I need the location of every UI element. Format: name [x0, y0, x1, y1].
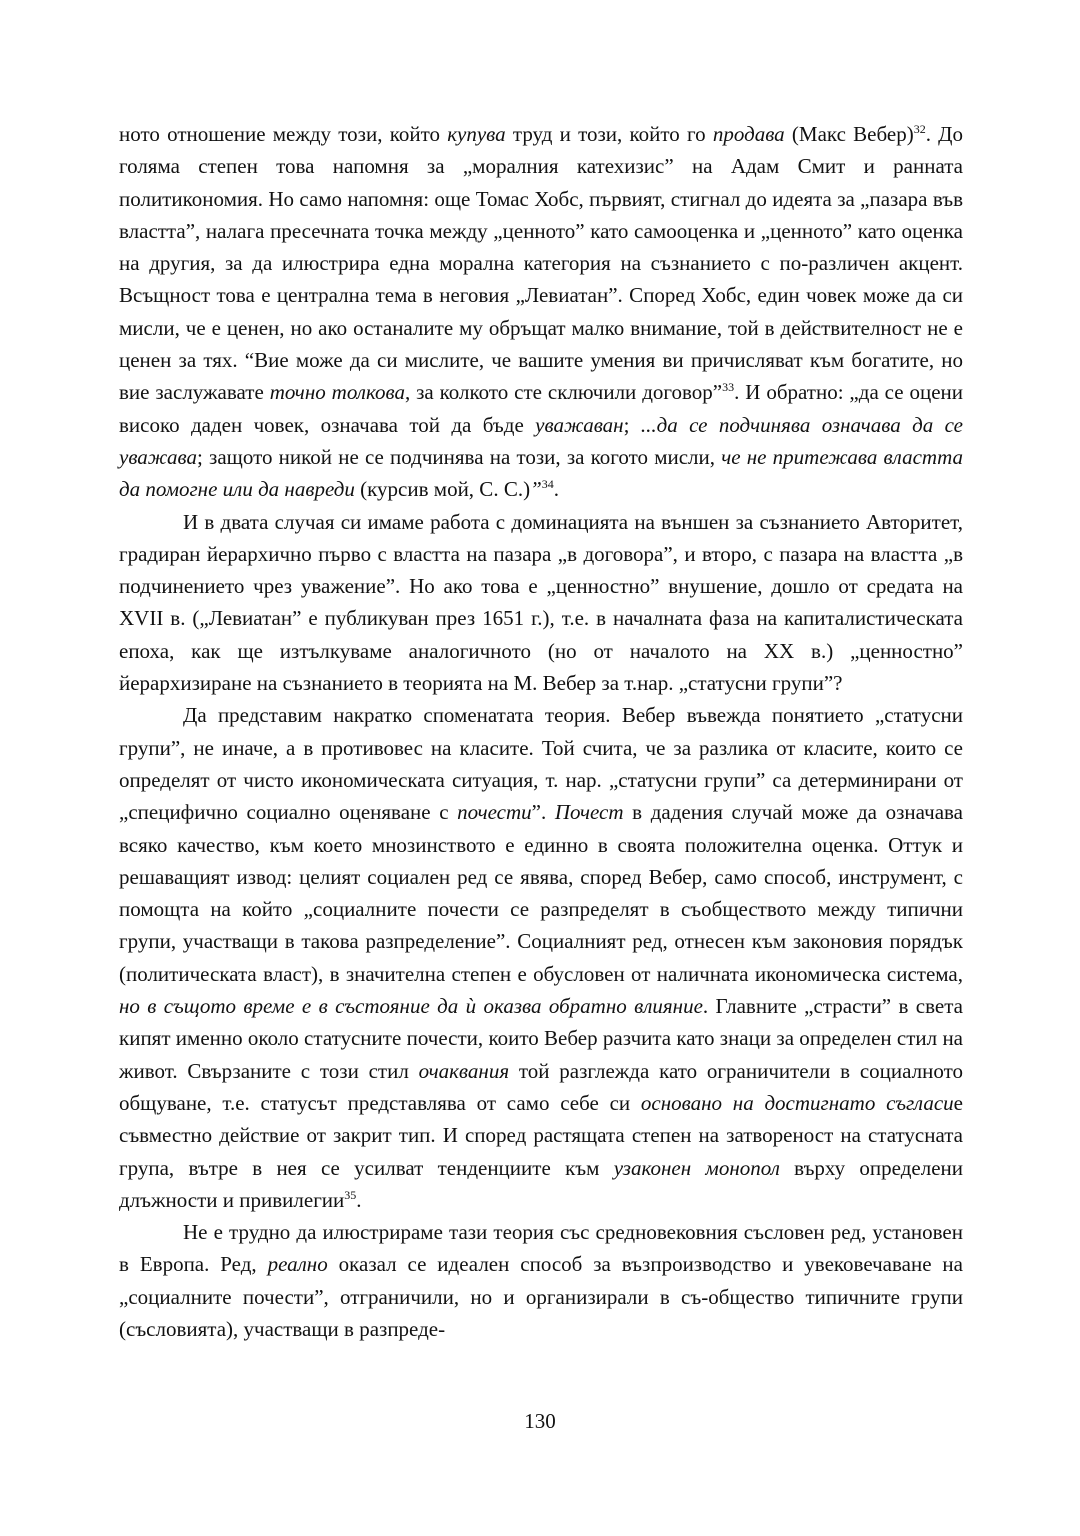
body-text: ното отношение между този, който	[119, 122, 448, 146]
body-text: Да представим накратко споменатата теория. Вебер въвежда понятието „статусни групи”, не иначе, а в противовес на класите. Той счита, че за разлика от класите, които се определят от чисто икономическата ситуация, т. нар. „статусни групи” са детерминирани от „специфично социално оценяване с	[119, 703, 963, 825]
footnote-ref: 35	[344, 1187, 357, 1202]
body-text: Не е трудно да илюстрираме тази теория със средновековния съсловен ред, установен в Европа. Ред,	[119, 1220, 963, 1277]
body-text: ;	[623, 412, 641, 437]
body-text: И в двата случая си имаме работа с доминацията на външен за съзнанието Авторитет, градиран йерархично първо с властта на пазара „в договора”, и второ, с пазара на властта „в подчинението чрез уважение”. Но ако това е „ценностно” внушение, дошло от средата на XVII в. („Левиатан” е публикуван през 1651 г.), т.е. в началната фаза на капиталистическата епоха, как ще изтълкуваме аналогичното (но от началото на XX в.) „ценностно” йерархизиране на съзнанието в теорията на М. Вебер за т.нар. „статусни групи”?	[119, 509, 963, 696]
body-text: . Главните „страсти” в света кипят именно около статусните почести, които Вебер разчита като знаци за определен стил на живот. Свързаните с този стил	[119, 994, 963, 1083]
body-text: (Макс Вебер)	[784, 122, 914, 146]
body-text: труд и този, който го	[505, 122, 713, 146]
paragraph-3	[119, 699, 963, 1216]
italic-text: узаконен монопол	[613, 1155, 780, 1180]
body-text: ”.	[531, 800, 555, 825]
page-number: 130	[524, 1409, 556, 1433]
footnote-ref: 34	[541, 477, 554, 492]
italic-text: продава	[712, 122, 785, 146]
body-text: .	[553, 477, 560, 502]
italic-text: основано на достигнато съгласи	[640, 1090, 954, 1115]
italic-text: очаквания	[418, 1058, 510, 1083]
body-text: ; защото никой не се подчинява на този, за когото мисли,	[197, 444, 722, 469]
italic-text: реално	[267, 1252, 328, 1277]
italic-text: купува	[447, 122, 506, 146]
body-text: , за колкото сте сключили договор”	[404, 380, 723, 405]
italic-text: че не притежава властта да помогне или да навреди	[119, 444, 963, 502]
footnote-ref: 33	[722, 380, 735, 395]
paragraph-2	[119, 506, 963, 700]
body-text: е съвместно действие от закрит тип. И според растящата степен на затвореност на статусната група, вътре в нея се усилват тенденциите към	[119, 1090, 963, 1180]
italic-text: Почест	[554, 800, 624, 825]
footnote-ref: 32	[913, 122, 926, 136]
paragraph-1	[119, 118, 963, 506]
italic-text: точно толкова	[269, 380, 405, 405]
body-text: (курсив мой, С. С.)	[354, 477, 531, 502]
italic-text: ”	[530, 477, 542, 502]
page-body	[119, 118, 963, 1345]
italic-text: почести	[457, 800, 532, 825]
body-text: .	[356, 1187, 362, 1212]
body-text: той разглежда като ограничители в социалното общуване, т.е. статусът представлява от само себе си	[119, 1058, 963, 1115]
body-text: в дадения случай може да означава всяко качество, към което мнозинството е единно в своята положителна оценка. Оттук и решаващият извод: целият социален ред се явява, според Вебер, само способ, инструмент, с помощта на който „социалните почести се разпределят в съобществото между типични групи, участващи в такова разпределение”. Социалният ред, отнесен към законовия порядък (политическата власт), в значителна степен е обусловен от наличната икономическа система,	[119, 800, 963, 986]
body-text: . И обратно: „да се оцени високо даден човек, означава той да бъде	[119, 380, 964, 437]
italic-text: уважаван	[535, 412, 624, 437]
italic-text: но в същото време е в състояние да ѝ оказва обратно влияние	[119, 994, 703, 1019]
body-text: оказал се идеален способ за възпроизводство и увековечаване на „социалните почести”, отграничили, но и организирали в съ-общество типичните групи (съсловията), участващи в разпреде-	[119, 1252, 963, 1341]
italic-text: ...да се подчинява означава да се уважава	[119, 412, 963, 469]
paragraph-4	[119, 1216, 963, 1345]
body-text: върху определени длъжности и привилегии	[119, 1155, 963, 1212]
body-text: . До голяма степен това напомня за „моралния катехизис” на Адам Смит и ранната политикономия. Но само напомня: още Томас Хобс, първият, стигнал до идеята за „пазара във властта”, налага пресечната точка между „ценното” като самооценка и „ценното” като оценка на другия, за да илюстрира една морална категория на съзнанието с по-различен акцент. Всъщност това е централна тема в неговия „Левиатан”. Според Хобс, един човек може да си мисли, че е ценен, но ако останалите му обръщат малко внимание, той в действителност не е ценен за тях. “Вие може да си мислите, че вашите умения ви причисляват към богатите, но вие заслужавате	[119, 122, 963, 405]
